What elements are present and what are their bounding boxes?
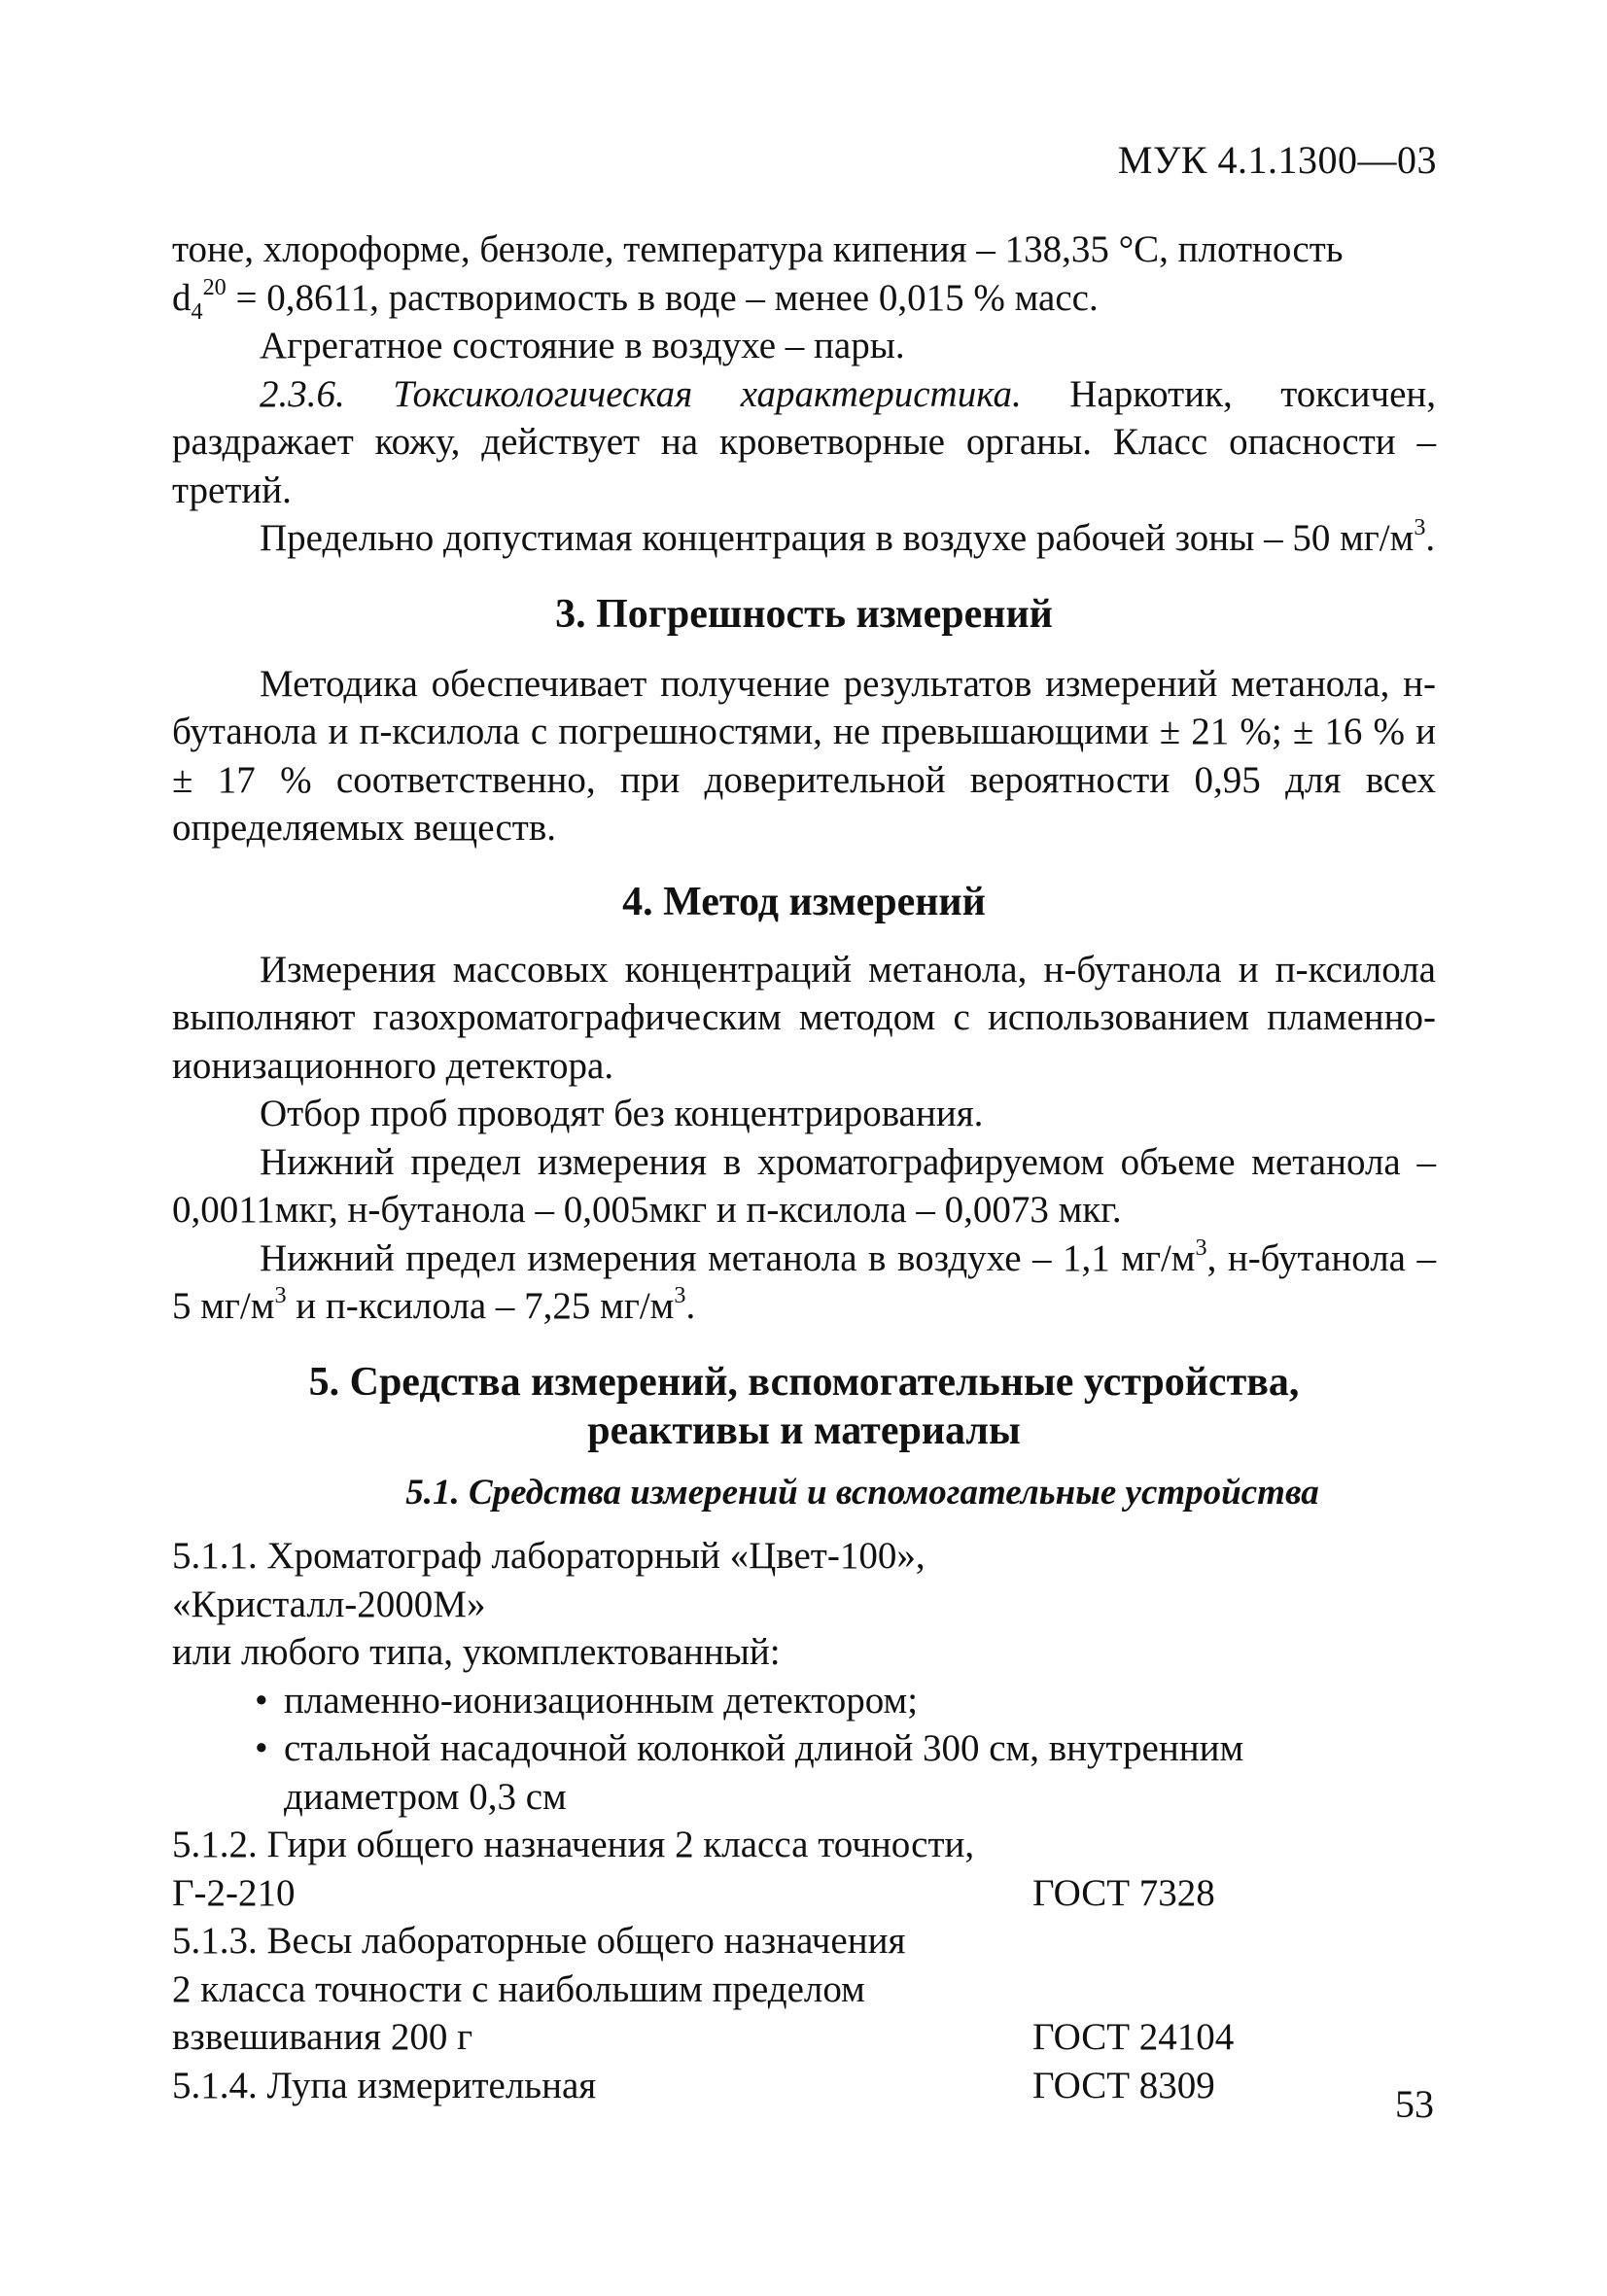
tox-title: Токсикологическая характеристика. [393, 372, 1022, 415]
item-5-1-2-line-1: 5.1.2. Гири общего назначения 2 класса точности, [172, 1824, 975, 1865]
item-5-1-1-line-3: или любого типа, укомплектованный: [172, 1631, 781, 1673]
item-5-1-2-row [172, 1869, 1436, 1918]
tox-text: Наркотик, токсичен, раздражает кожу, действует на кроветворные органы. Класс опасности – третий. [172, 372, 1436, 511]
item-5-1-4-line-1: 5.1.4. Лупа измерительная [172, 2064, 597, 2106]
section-5-title-line-2: реактивы и материалы [587, 1408, 1021, 1453]
equipment-bullet-list [172, 1677, 1324, 1822]
p4-part-b: , н-бутанола – 5 мг/м [172, 1236, 1436, 1327]
mac-superscript: 3 [1414, 514, 1426, 540]
density-subscript: 4 [191, 297, 203, 325]
section-4-paragraph-4 [172, 1235, 1436, 1331]
density-symbol: d [172, 276, 192, 319]
density-superscript: 20 [202, 273, 227, 300]
mac-paragraph [172, 514, 1436, 563]
density-line [172, 274, 1436, 323]
list-item: • пламенно-ионизационным детектором; [255, 1677, 1324, 1725]
p4-sup-3: 3 [674, 1282, 686, 1308]
section-5-title-line-1: 5. Средства измерений, вспомогательные устройства, [308, 1359, 1300, 1405]
item-5-1-2-standard: ГОСТ 7328 [1032, 1871, 1215, 1914]
item-5-1-4-standard: ГОСТ 8309 [1032, 2064, 1215, 2106]
subsection-5-1-title: 5.1. Средства измерений и вспомогательные устройства [405, 1472, 1319, 1513]
document-code: МУК 4.1.1300—03 [1117, 138, 1437, 182]
density-rest: = 0,8611, растворимость в воде – менее 0,015 % масс. [226, 276, 1099, 319]
section-4-title: 4. Метод измерений [622, 879, 986, 924]
page-number: 53 [1395, 2082, 1434, 2126]
item-5-1-3-row [172, 2013, 1436, 2062]
item-5-1-1-line-2: «Кристалл-2000М» [172, 1583, 486, 1625]
section-4-paragraph-3: Нижний предел измерения в хроматографируемом объеме метанола – 0,0011мкг, н-бутанола – 0,005мкг и п-ксилола – 0,0073 мкг. [172, 1140, 1436, 1231]
section-4-paragraph-1: Измерения массовых концентраций метанола, н-бутанола и п-ксилола выполняют газохроматографическим методом с использованием пламенно-ионизационного детектора. [172, 948, 1436, 1087]
list-item: • стальной насадочной колонкой длиной 300 см, внутренним диаметром 0,3 см [255, 1724, 1324, 1821]
tox-number: 2.3.6. [260, 372, 345, 415]
section-3-text: Методика обеспечивает получение результатов измерений метанола, н-бутанола и п-ксилола с погрешностями, не превышающими ± 21 %; ± 16 % и ± 17 % соответственно, при доверительной вероятности 0,95 для всех определяемых веществ. [172, 662, 1436, 849]
page-content [172, 226, 1436, 2109]
mac-end: . [1425, 517, 1436, 559]
item-5-1-3-standard: ГОСТ 24104 [1032, 2016, 1235, 2058]
item-5-1-4-row [172, 2062, 1436, 2110]
aggregate-state: Агрегатное состояние в воздухе – пары. [260, 325, 905, 366]
section-4-paragraph-2: Отбор проб проводят без концентрирования. [260, 1093, 984, 1134]
mac-text: Предельно допустимая концентрация в воздухе рабочей зоны – 50 мг/м [260, 517, 1415, 559]
item-5-1-3-line-3: взвешивания 200 г [172, 2016, 473, 2058]
p4-part-d: . [685, 1285, 696, 1327]
section-3-title: 3. Погрешность измерений [555, 591, 1053, 637]
p4-sup-2: 3 [274, 1282, 287, 1308]
toxicology-paragraph [172, 370, 1436, 515]
section-5-title [172, 1358, 1436, 1455]
intro-line-1: тоне, хлороформе, бензоле, температура кипения – 138,35 °С, плотность [172, 228, 1344, 270]
item-5-1-2-line-2: Г-2-210 [172, 1871, 296, 1914]
p4-sup-1: 3 [1195, 1234, 1207, 1261]
p4-part-a: Нижний предел измерения метанола в воздухе – 1,1 мг/м [260, 1236, 1196, 1279]
item-5-1-1-line-1: 5.1.1. Хроматограф лабораторный «Цвет-100», [172, 1535, 926, 1577]
p4-part-c: и п-ксилола – 7,25 мг/м [286, 1285, 675, 1327]
item-5-1-3-line-2: 2 класса точности с наибольшим пределом [172, 1967, 865, 2010]
item-5-1-3-line-1: 5.1.3. Весы лабораторные общего назначения [172, 1920, 906, 1962]
